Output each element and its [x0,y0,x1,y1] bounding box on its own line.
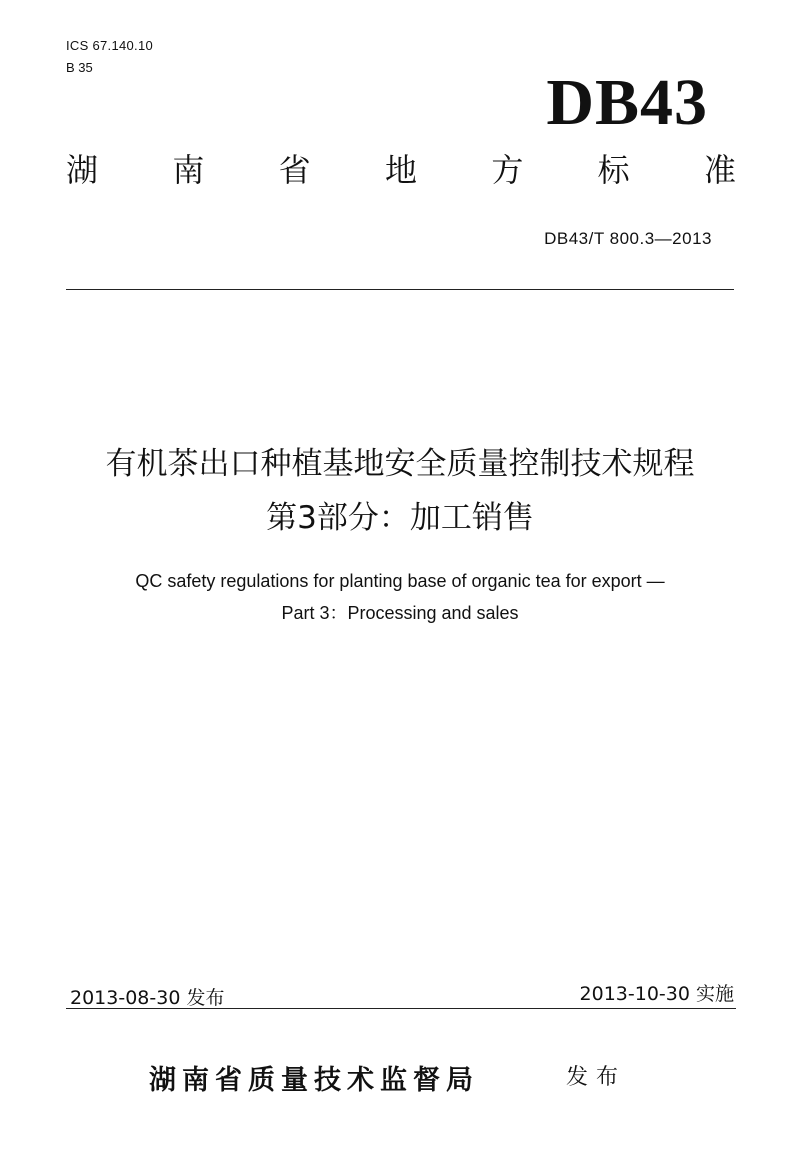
ics-code: ICS 67.140.10 [66,38,154,53]
standard-type-char: 湖 [66,151,99,189]
standard-number: DB43/T 800.3—2013 [544,229,712,248]
standard-type-char: 标 [597,151,630,189]
english-title-line-1: QC safety regulations for planting base of organic tea for export — [135,571,665,591]
issue-date: 2013-08-30 发布 [70,987,225,1009]
standard-type-char: 准 [703,151,736,189]
ccs-code: B 35 [66,60,93,75]
standard-type-char: 南 [172,151,205,189]
standard-type-char: 地 [384,151,417,189]
chinese-title-line-1: 有机茶出口种植基地安全质量控制技术规程 [105,446,695,482]
bottom-divider [66,1008,736,1009]
english-title-line-2: Part 3：Processing and sales [281,603,519,623]
standard-type-char: 省 [278,151,311,189]
top-divider [66,289,734,290]
issuing-label: 发布 [566,1065,627,1090]
implementation-date: 2013-10-30 实施 [579,983,734,1005]
issuing-authority: 湖南省质量技术监督局 [149,1065,479,1096]
db43-logo: DB43 [546,66,708,139]
standard-type-heading [66,151,736,189]
standard-type-char: 方 [491,151,524,189]
chinese-title-line-2: 第3部分：加工销售 [266,500,534,536]
